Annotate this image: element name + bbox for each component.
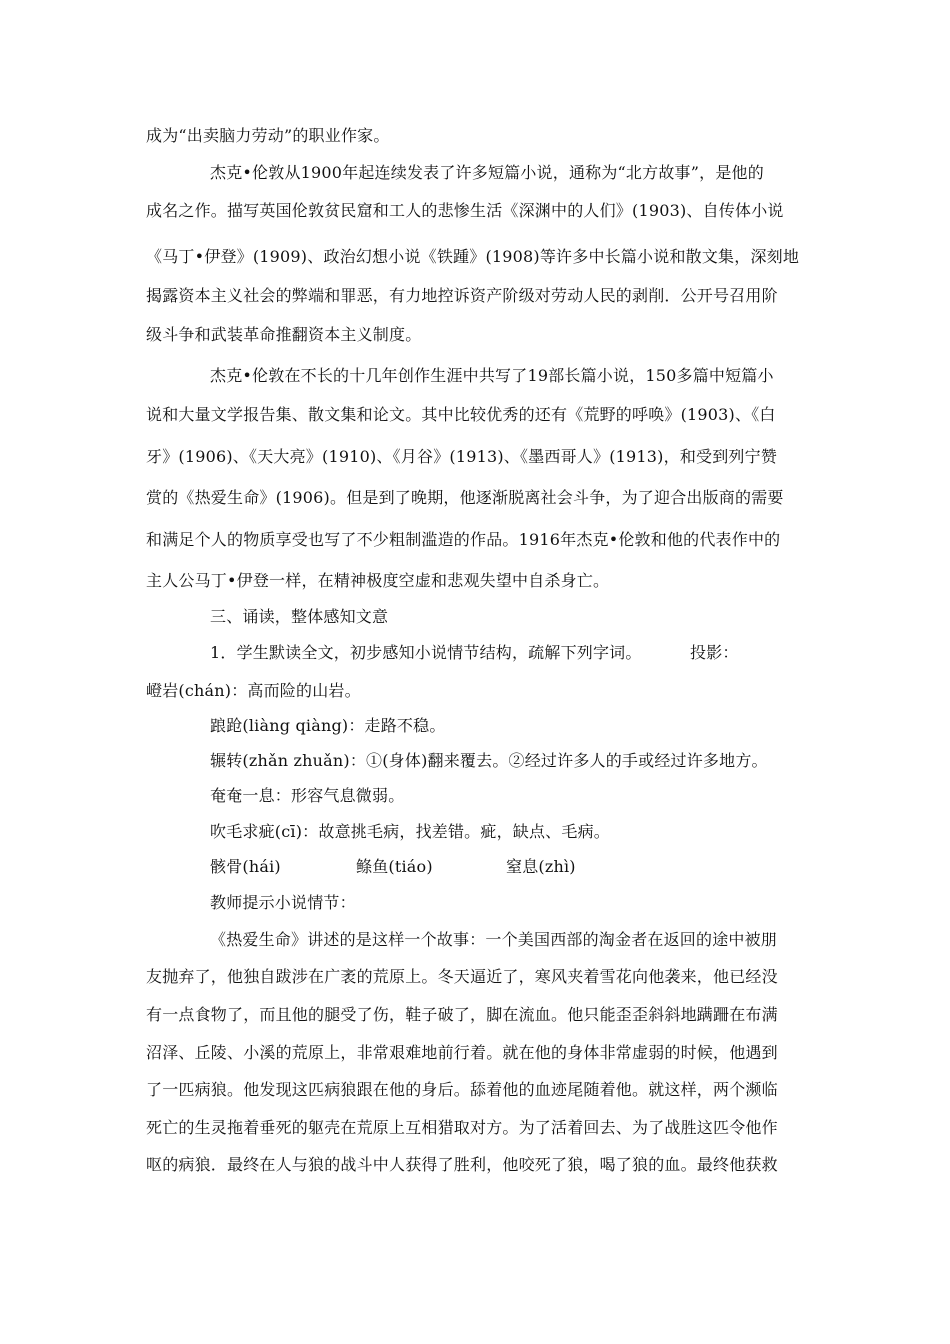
text-line: 说和大量文学报告集、散文集和论文。其中比较优秀的还有《荒野的呼唤》(1903)、《白 <box>146 405 776 424</box>
text-line: 《马丁•伊登》(1909)、政治幻想小说《铁踵》(1908)等许多中长篇小说和散文集，深刻地 <box>146 247 800 266</box>
text-line: 友抛弃了，他独自跋涉在广袤的荒原上。冬天逼近了，寒风夹着雪花向他袭来，他已经没 <box>146 967 778 986</box>
text-line: 牙》(1906)、《天大亮》(1910)、《月谷》(1913)、《墨西哥人》(1913)，和受到列宁赞 <box>146 447 778 466</box>
vocab-item: 辗转(zhǎn zhuǎn)：①(身体)翻来覆去。②经过许多人的手或经过许多地方。 <box>210 751 768 770</box>
text-line: 死亡的生灵拖着垂死的躯壳在荒原上互相猎取对方。为了活着回去、为了战胜这匹令他作 <box>146 1118 778 1137</box>
section-heading: 三、诵读，整体感知文意 <box>210 607 389 626</box>
text-line: 级斗争和武装革命推翻资本主义制度。 <box>146 325 422 344</box>
vocab-item: 鲦鱼(tiáo) <box>356 857 433 876</box>
vocab-item: 吹毛求疵(cī)：故意挑毛病，找差错。疵，缺点、毛病。 <box>210 822 610 841</box>
vocab-item: 骸骨(hái) <box>210 857 281 876</box>
vocab-item: 奄奄一息：形容气息微弱。 <box>210 786 405 805</box>
vocab-item: 踉跄(liàng qiàng)：走路不稳。 <box>210 716 446 735</box>
text-line: 教师提示小说情节： <box>210 893 356 912</box>
text-line: 揭露资本主义社会的弊端和罪恶，有力地控诉资产阶级对劳动人民的剥削．公开号召用阶 <box>146 286 778 305</box>
text-line: 有一点食物了，而且他的腿受了伤，鞋子破了，脚在流血。他只能歪歪斜斜地蹒跚在布满 <box>146 1005 778 1024</box>
text-line: 1．学生默读全文，初步感知小说情节结构，疏解下列字词。 <box>210 643 642 662</box>
text-line: 赏的《热爱生命》(1906)。但是到了晚期，他逐渐脱离社会斗争，为了迎合出版商的需要 <box>146 488 784 507</box>
text-line: 呕的病狼．最终在人与狼的战斗中人获得了胜利，他咬死了狼，喝了狼的血。最终他获救 <box>146 1155 778 1174</box>
text-line: 和满足个人的物质享受也写了不少粗制滥造的作品。1916年杰克•伦敦和他的代表作中的 <box>146 530 781 549</box>
text-line: 沼泽、丘陵、小溪的荒原上，非常艰难地前行着。就在他的身体非常虚弱的时候，他遇到 <box>146 1043 778 1062</box>
vocab-item: 嶝岩(chán)：高而险的山岩。 <box>146 681 361 700</box>
projection-label: 投影： <box>690 643 739 662</box>
text-line: 《热爱生命》讲述的是这样一个故事：一个美国西部的淘金者在返回的途中被朋 <box>210 930 778 949</box>
text-line: 成名之作。描写英国伦敦贫民窟和工人的悲惨生活《深渊中的人们》(1903)、自传体小说 <box>146 201 784 220</box>
text-line: 成为“出卖脑力劳动”的职业作家。 <box>146 126 390 145</box>
text-line: 杰克•伦敦在不长的十几年创作生涯中共写了19部长篇小说，150多篇中短篇小 <box>210 366 774 385</box>
text-line: 杰克•伦敦从1900年起连续发表了许多短篇小说，通称为“北方故事”，是他的 <box>210 163 764 182</box>
text-line: 了一匹病狼。他发现这匹病狼跟在他的身后。舔着他的血迹尾随着他。就这样，两个濒临 <box>146 1080 778 1099</box>
vocab-item: 窒息(zhì) <box>506 857 576 876</box>
text-line: 主人公马丁•伊登一样，在精神极度空虚和悲观失望中自杀身亡。 <box>146 571 610 590</box>
